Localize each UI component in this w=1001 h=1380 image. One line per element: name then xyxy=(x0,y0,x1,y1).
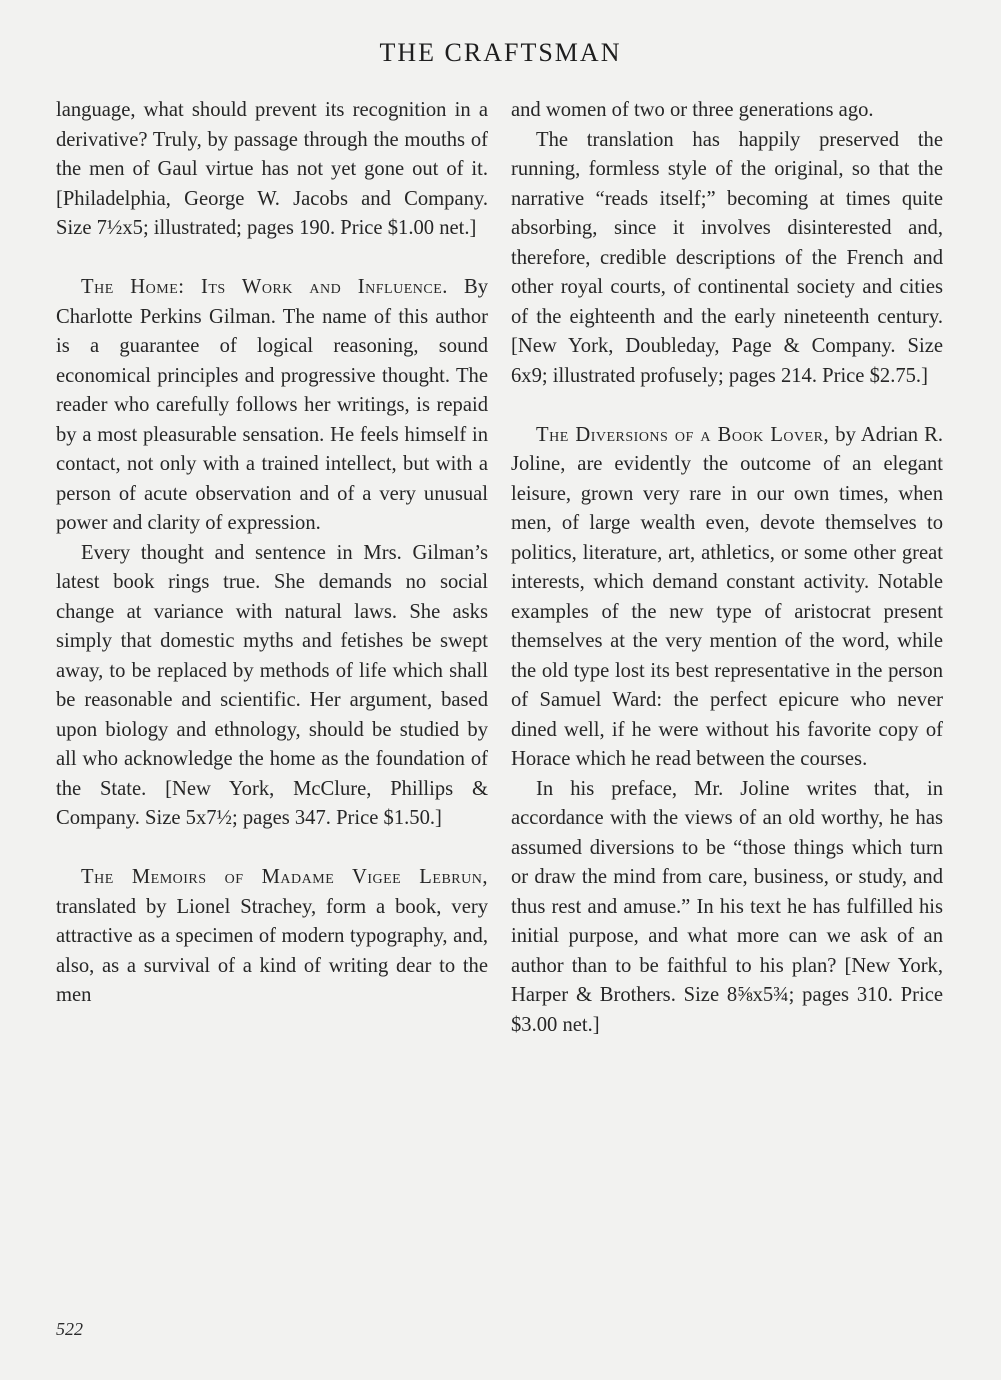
section-gap xyxy=(56,244,488,274)
review-diversions-title: The Diversions of a Book Lover, xyxy=(536,423,830,446)
review-memoirs-title: The Memoirs of Madame Vigee Lebrun, xyxy=(81,866,488,888)
page-title: THE CRAFTSMAN xyxy=(379,38,622,67)
review-memoirs-body: translated by Lionel Strachey, form a book, very attractive as a specimen of modern typography, and, also, as a survival of a kind of writing dear to the men xyxy=(56,895,488,1006)
section-gap xyxy=(511,391,943,421)
review-home-body: By Charlotte Perkins Gilman. The name of this author is a guarantee of logical reasoning, sound economical principles and progressive thought. The reader who carefully follows her writings, is repaid by a most pleasurable sensation. He feels himself in contact, not only with a trained intellect, but with a person of acute observation and of a very unusual power and clarity of expression. xyxy=(56,276,488,534)
review-memoirs-paragraph xyxy=(56,863,488,1011)
review-diversions-paragraph xyxy=(511,421,943,775)
right-column xyxy=(511,96,943,1040)
left-column xyxy=(56,96,488,1011)
review-diversions-paragraph-2: In his preface, Mr. Joline writes that, in accordance with the views of an old worthy, he has assumed diversions to be “those things which turn or draw the mind from care, business, or study, and thus rest and amuse.” In his text he has fulfilled his initial purpose, and what more can we ask of an author than to be faithful to his plan? [New York, Harper & Brothers. Size 8⅝x5¾; pages 310. Price $3.00 net.] xyxy=(511,777,943,1036)
page-number: 522 xyxy=(56,1319,83,1339)
continued-paragraph-right: and women of two or three generations ago. xyxy=(511,99,874,121)
continued-paragraph: language, what should prevent its recognition in a derivative? Truly, by passage through the mouths of the men of Gaul virtue has not yet gone out of it. [Philadelphia, George W. Jacobs and Company. Size 7½x5; illustrated; pages 190. Price $1.00 net.] xyxy=(56,99,488,239)
review-diversions-body: by Adrian R. Joline, are evidently the outcome of an elegant leisure, grown very rare in our own times, when men, of large wealth even, devote themselves to politics, literature, art, athletics, or some other great interests, which demand constant activity. Notable examples of the new type of aristocrat present themselves at the very mention of the word, while the old type lost its best representative in the person of Samuel Ward: the perfect epicure who never dined well, if he were without his favorite copy of Horace which he read between the courses. xyxy=(511,423,943,770)
section-gap xyxy=(56,834,488,864)
review-home-paragraph xyxy=(56,273,488,539)
review-home-paragraph-2: Every thought and sentence in Mrs. Gilman’s latest book rings true. She demands no social change at variance with natural laws. She asks simply that domestic myths and fetishes be swept away, to be replaced by methods of life which shall be reasonable and scientific. Her argument, based upon biology and ethnology, should be studied by all who acknowledge the home as the foundation of the State. [New York, McClure, Phillips & Company. Size 5x7½; pages 347. Price $1.50.] xyxy=(56,541,488,829)
translation-paragraph: The translation has happily preserved the running, formless style of the original, so that the narrative “reads itself;” becoming at times quite absorbing, since it involves disinterested and, therefore, credible descriptions of the French and other royal courts, of continental society and cities of the eighteenth and the early nineteenth century. [New York, Doubleday, Page & Company. Size 6x9; illustrated profusely; pages 214. Price $2.75.] xyxy=(511,128,943,387)
review-home-title: The Home: Its Work and Influence. xyxy=(81,276,448,298)
